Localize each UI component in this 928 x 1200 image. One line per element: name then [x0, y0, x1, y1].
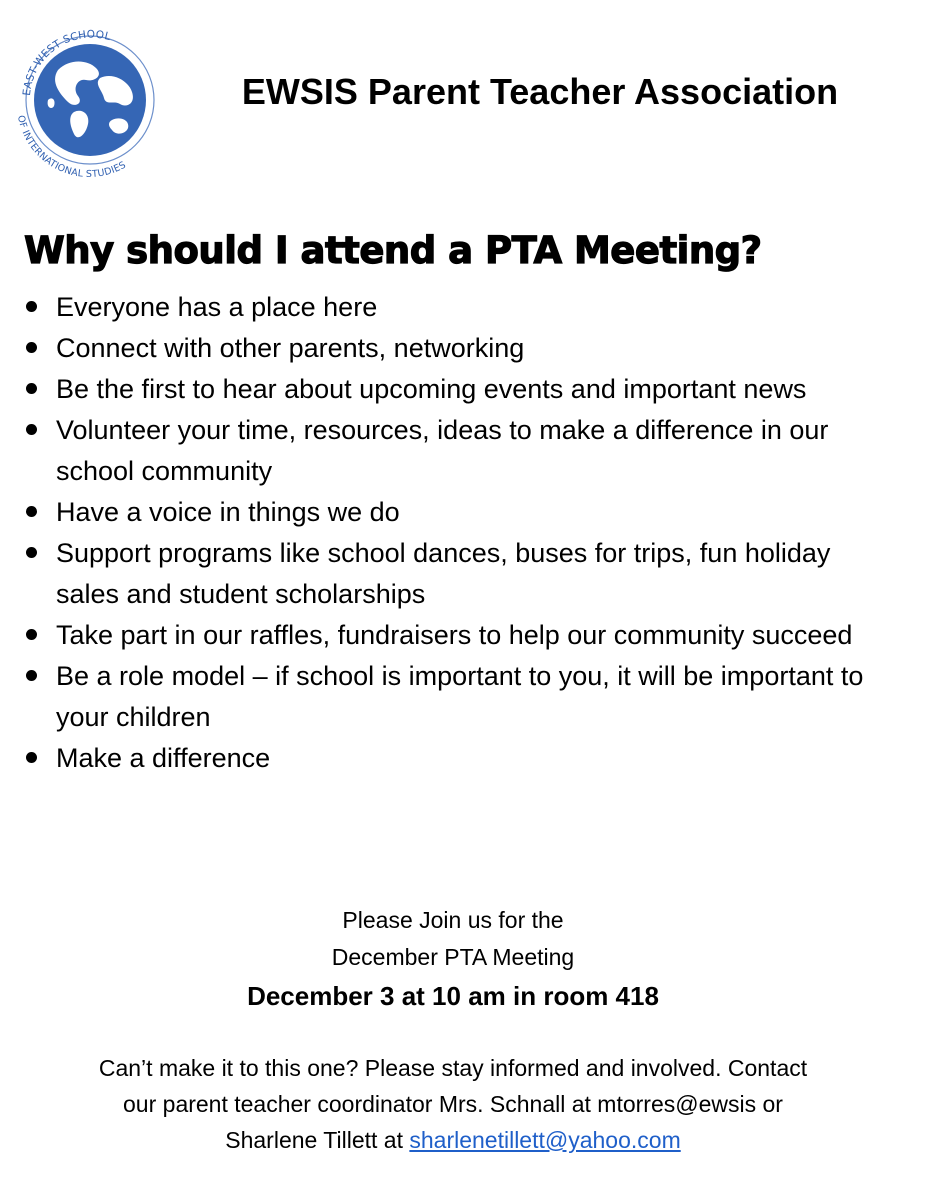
list-item-text: Be the first to hear about upcoming events and important news	[56, 374, 807, 404]
list-item-text: Have a voice in things we do	[56, 497, 400, 527]
list-item	[0, 369, 900, 410]
logo-text-bottom: OF INTERNATIONAL STUDIES	[14, 114, 128, 178]
list-item-text: Volunteer your time, resources, ideas to make a difference in our school community	[56, 415, 829, 486]
list-item	[0, 615, 900, 656]
list-item-text: Connect with other parents, networking	[56, 333, 525, 363]
page-heading: Why should I attend a PTA Meeting?	[24, 229, 762, 272]
invite-line-1: Please Join us for the	[342, 907, 564, 933]
meeting-invite	[0, 902, 906, 976]
list-item	[0, 533, 900, 615]
bullet-icon	[26, 752, 37, 763]
list-item-text: Make a difference	[56, 743, 271, 773]
bullet-icon	[26, 383, 37, 394]
contact-line-1: Can’t make it to this one? Please stay informed and involved. Contact	[98, 1055, 808, 1081]
bullet-icon	[26, 547, 37, 558]
list-item-text: Everyone has a place here	[56, 292, 378, 322]
globe-logo-icon	[8, 8, 168, 178]
bullet-icon	[26, 342, 37, 353]
contact-line-3	[0, 1122, 906, 1158]
list-item	[0, 492, 900, 533]
meeting-date: December 3 at 10 am in room 418	[247, 981, 659, 1011]
contact-info	[0, 1050, 906, 1158]
list-item-text: Be a role model – if school is important to you, it will be important to your children	[56, 661, 864, 732]
organization-title: EWSIS Parent Teacher Association	[241, 71, 839, 112]
list-item	[0, 738, 900, 779]
bullet-icon	[26, 506, 37, 517]
contact-line-3-prefix: Sharlene Tillett at	[225, 1127, 403, 1153]
email-link[interactable]: sharlenetillett@yahoo.com	[409, 1127, 681, 1153]
list-item	[0, 287, 900, 328]
list-item	[0, 656, 900, 738]
list-item-text: Support programs like school dances, buses for trips, fun holiday sales and student scholarships	[56, 538, 831, 609]
bullet-icon	[26, 301, 37, 312]
bullet-icon	[26, 629, 37, 640]
reasons-list	[0, 287, 900, 779]
contact-line-2: our parent teacher coordinator Mrs. Schnall at mtorres@ewsis or	[123, 1091, 783, 1117]
invite-line-2: December PTA Meeting	[331, 944, 575, 970]
list-item	[0, 328, 900, 369]
school-logo	[8, 8, 168, 178]
list-item-text: Take part in our raffles, fundraisers to help our community succeed	[56, 620, 853, 650]
list-item	[0, 410, 900, 492]
logo-text-top: EAST-WEST SCHOOL	[20, 28, 113, 97]
bullet-icon	[26, 670, 37, 681]
bullet-icon	[26, 424, 37, 435]
